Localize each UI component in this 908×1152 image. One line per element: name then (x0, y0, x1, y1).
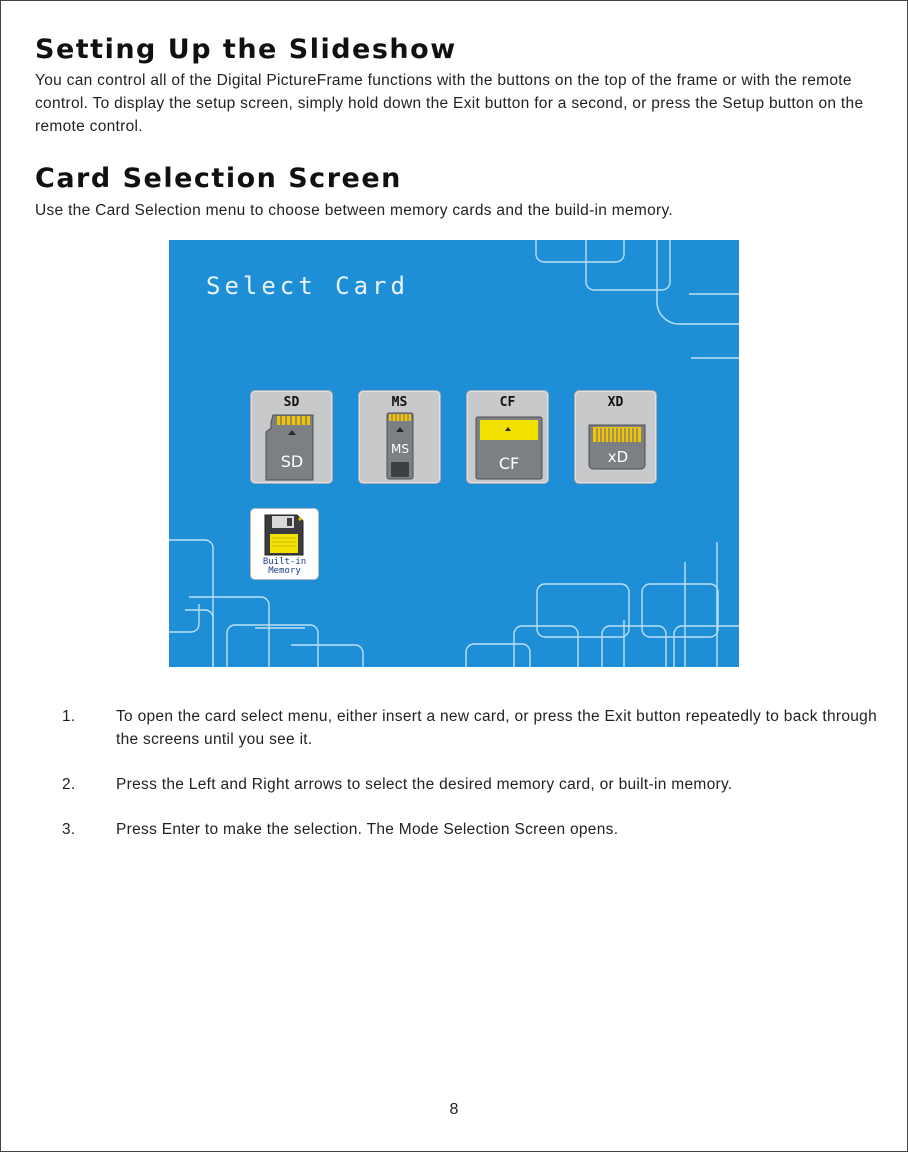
xd-card-icon (575, 411, 656, 483)
xd-card-label: XD (607, 395, 624, 410)
section-title-card-selection: Card Selection Screen (35, 163, 402, 194)
step-text: Press the Left and Right arrows to select the desired memory card, or built-in memory. (116, 776, 733, 793)
sd-card-button[interactable] (250, 390, 333, 484)
sd-card-text: SD (280, 452, 304, 471)
step-text: To open the card select menu, either insert a new card, or press the Exit button repeatedly to back through the screens until you see it. (116, 708, 878, 748)
sd-card-label: SD (283, 395, 300, 410)
memory-stick-icon (359, 411, 440, 483)
step-text: Press Enter to make the selection. The Mode Selection Screen opens. (116, 821, 619, 838)
step-number: 1. (62, 708, 76, 725)
step-number: 2. (62, 776, 76, 793)
xd-card-button[interactable] (574, 390, 657, 484)
select-card-screen (169, 240, 739, 667)
select-card-title: Select Card (206, 272, 409, 300)
floppy-disk-icon (263, 513, 305, 557)
ms-card-text: MS (391, 442, 409, 456)
builtin-memory-button[interactable] (250, 508, 319, 580)
section-card-text: Use the Card Selection menu to choose between memory cards and the build-in memory. (35, 202, 674, 219)
step-number: 3. (62, 821, 76, 838)
list-item (62, 773, 902, 796)
page-number: 8 (449, 1101, 459, 1118)
section-title-slideshow: Setting Up the Slideshow (35, 34, 457, 65)
ms-card-button[interactable] (358, 390, 441, 484)
cf-card-label: CF (499, 395, 516, 410)
cf-card-text: CF (498, 454, 520, 473)
xd-card-text: xD (607, 448, 629, 466)
section-intro-text: You can control all of the Digital PictureFrame functions with the buttons on the top of the frame or with the remote control. To display the setup screen, simply hold down the Exit button for a second, or press the Setup button on the remote control. (35, 72, 864, 135)
list-item (62, 818, 902, 841)
builtin-memory-label: Built-in Memory (262, 557, 307, 576)
list-item (62, 705, 902, 751)
compact-flash-icon (467, 411, 548, 483)
ms-card-label: MS (391, 395, 408, 410)
cf-card-button[interactable] (466, 390, 549, 484)
sd-card-icon (251, 411, 332, 483)
instruction-list (62, 705, 902, 863)
